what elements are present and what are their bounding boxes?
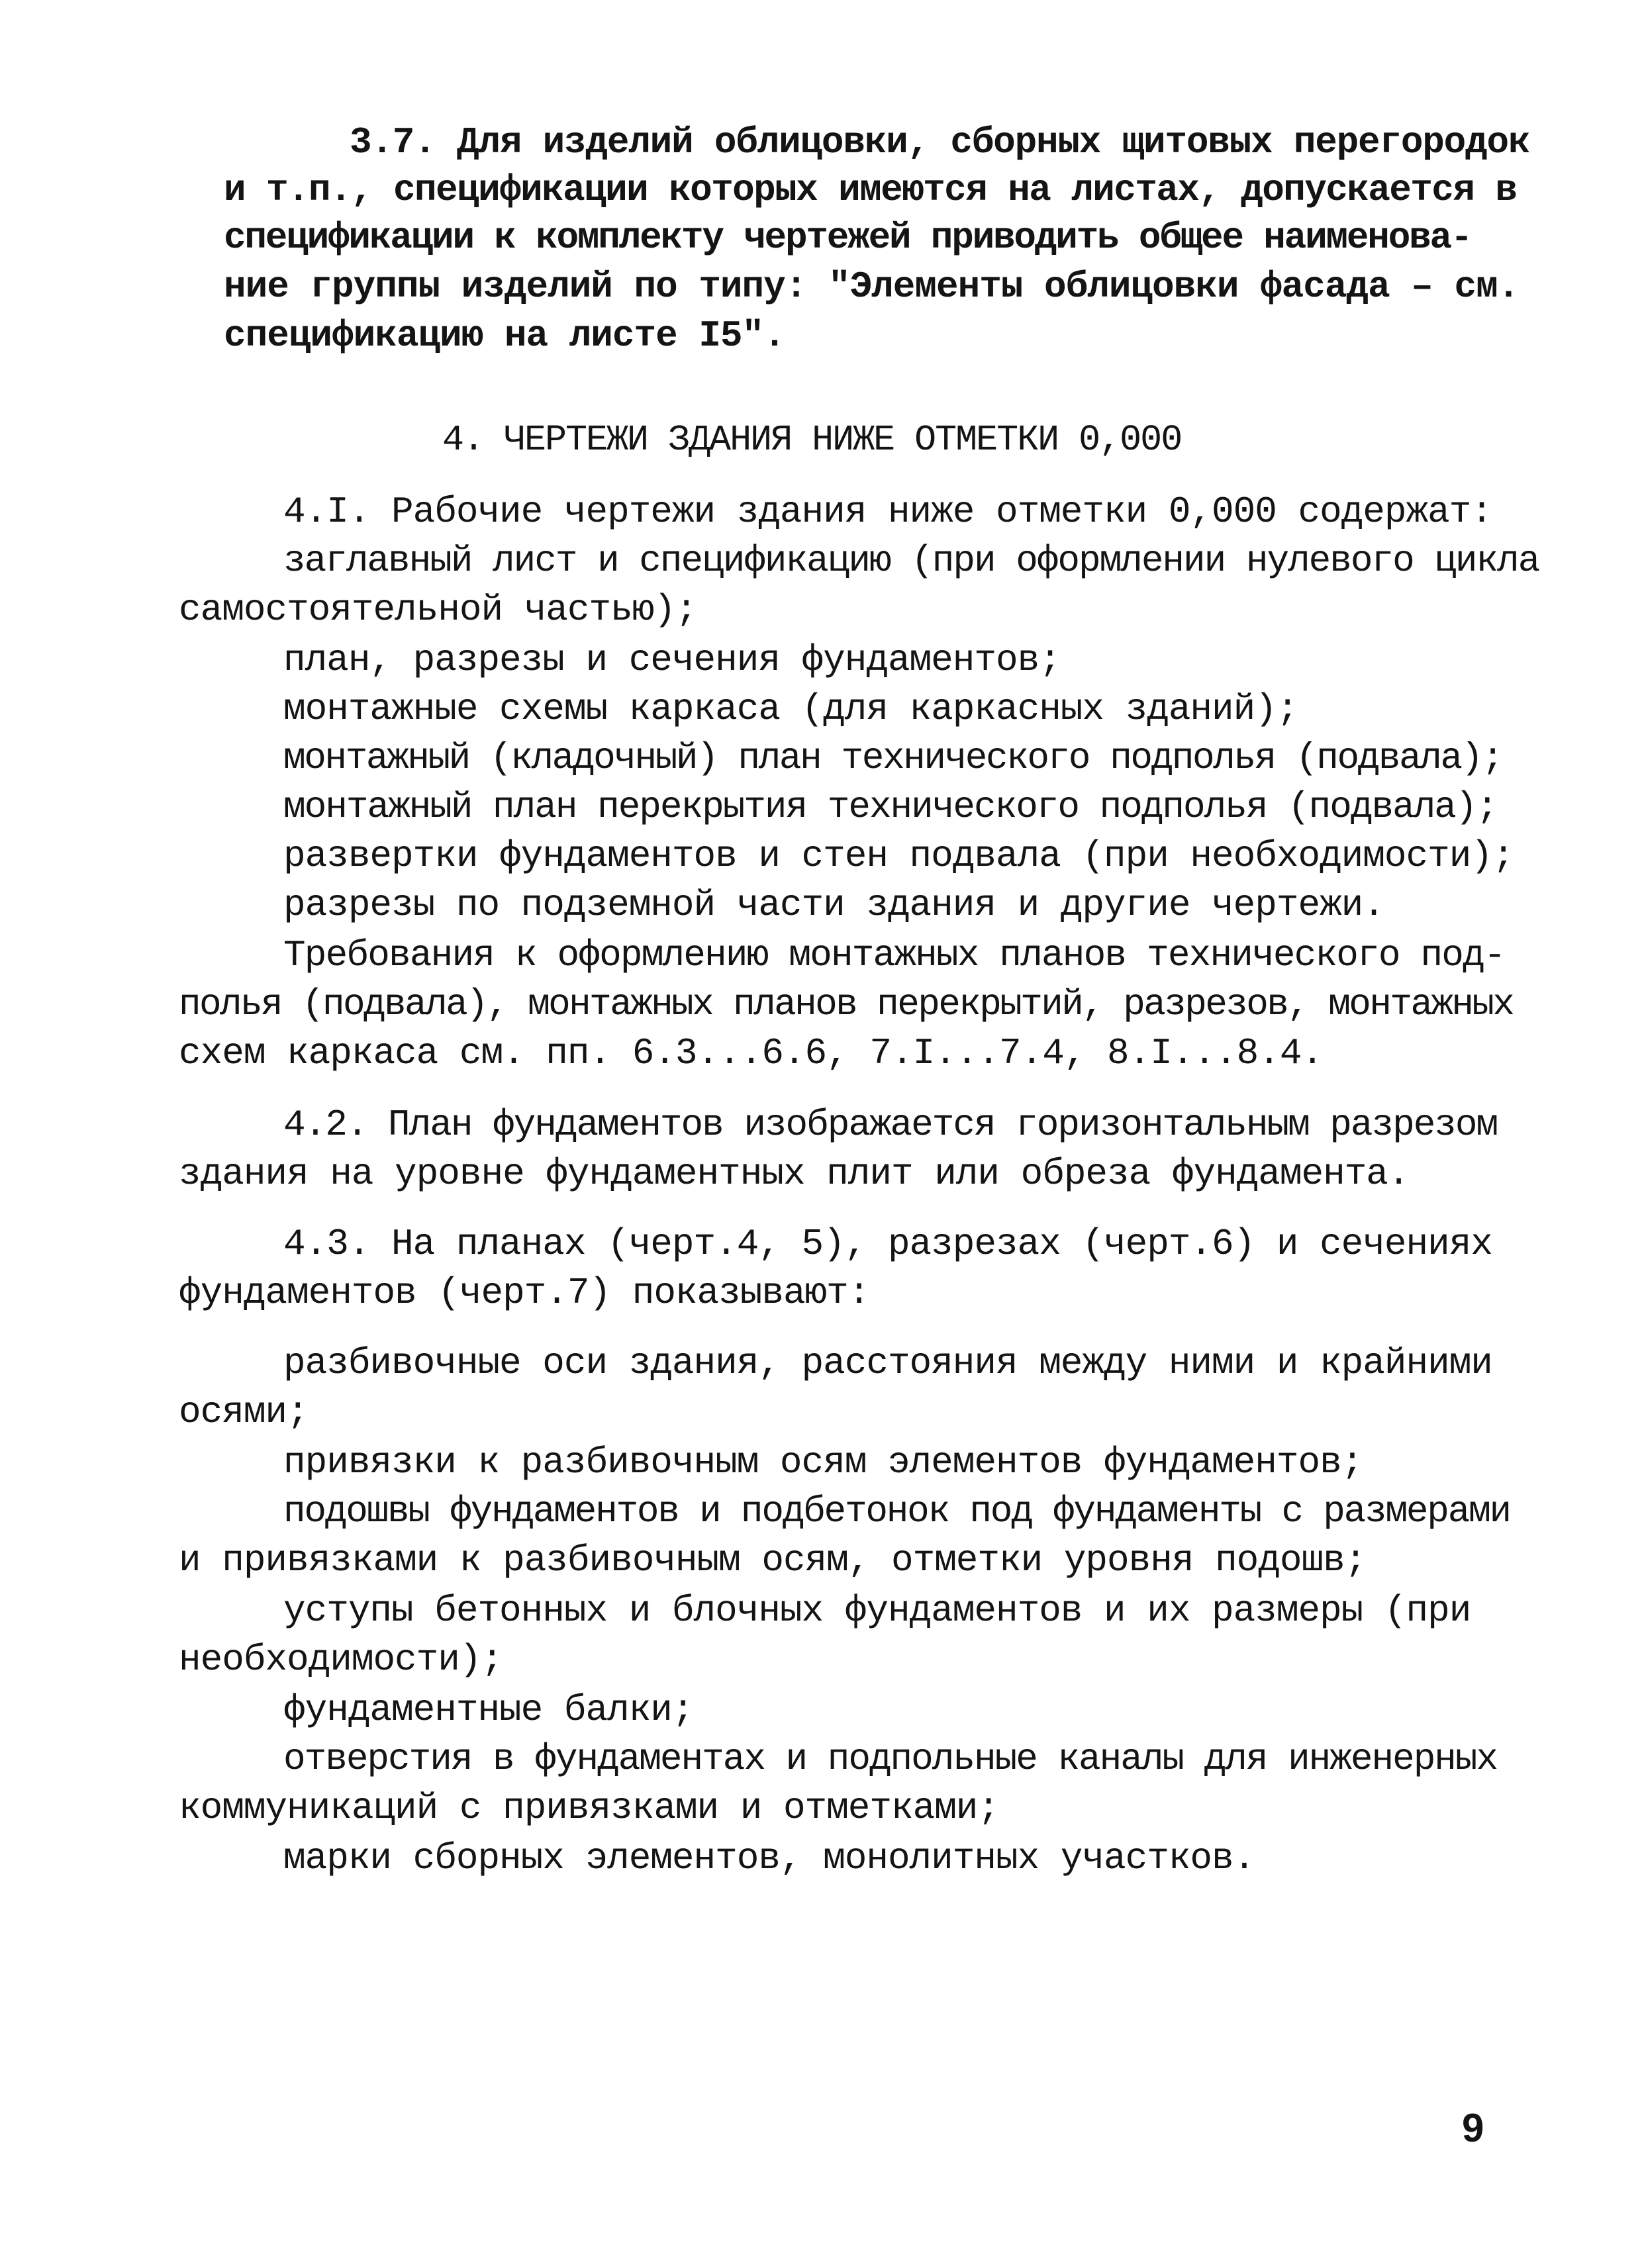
text-line: 4.I. Рабочие чертежи здания ниже отметки 0,000 содержат: xyxy=(283,491,1492,533)
text-line: схем каркаса см. пп. 6.3...6.6, 7.I...7.4, 8.I...8.4. xyxy=(179,1032,1324,1074)
text-line: 4.2. План фундаментов изображается горизонтальным разрезом xyxy=(283,1104,1498,1146)
text-line: осями; xyxy=(179,1391,309,1433)
text-line: спецификацию на листе I5". xyxy=(224,314,785,357)
text-line: подошвы фундаментов и подбетонок под фундаменты с размерами xyxy=(283,1490,1510,1533)
text-line: план, разрезы и сечения фундаментов; xyxy=(283,639,1061,681)
text-line: фундаментные балки; xyxy=(283,1689,694,1731)
text-line: Требования к оформлению монтажных планов технического под- xyxy=(283,934,1505,976)
text-line: заглавный лист и спецификацию (при оформлении нулевого цикла xyxy=(283,540,1539,582)
text-line: привязки к разбивочным осям элементов фундаментов; xyxy=(283,1441,1363,1484)
text-line: разрезы по подземной части здания и другие чертежи. xyxy=(283,884,1384,926)
text-line: и привязками к разбивочным осям, отметки уровня подошв; xyxy=(179,1539,1367,1582)
page-number: 9 xyxy=(1462,2106,1484,2150)
text-line: фундаментов (черт.7) показывают: xyxy=(179,1272,870,1314)
text-line: отверстия в фундаментах и подпольные каналы для инженерных xyxy=(283,1738,1498,1780)
text-line: спецификации к комплекту чертежей приводить общее наименова- xyxy=(224,216,1472,259)
text-line: марки сборных элементов, монолитных участков. xyxy=(283,1837,1255,1879)
text-line: развертки фундаментов и стен подвала (при необходимости); xyxy=(283,835,1514,877)
text-line: уступы бетонных и блочных фундаментов и их размеры (при xyxy=(283,1589,1471,1632)
text-line: разбивочные оси здания, расстояния между ними и крайними xyxy=(283,1342,1492,1384)
text-line: монтажный план перекрытия технического подполья (подвала); xyxy=(283,786,1498,828)
text-line: 3.7. Для изделий облицовки, сборных щитовых перегородок xyxy=(350,121,1530,164)
text-line: полья (подвала), монтажных планов перекрытий, разрезов, монтажных xyxy=(179,983,1514,1025)
text-line: и т.п., спецификации которых имеются на листах, допускается в xyxy=(224,169,1517,211)
text-line: самостоятельной частью); xyxy=(179,589,697,631)
text-line: монтажные схемы каркаса (для каркасных зданий); xyxy=(283,688,1298,730)
section-heading: 4. ЧЕРТЕЖИ ЗДАНИЯ НИЖЕ ОТМЕТКИ 0,000 xyxy=(442,419,1182,461)
text-line: 4.3. На планах (черт.4, 5), разрезах (черт.6) и сечениях xyxy=(283,1223,1492,1265)
text-line: необходимости); xyxy=(179,1638,503,1681)
text-line: здания на уровне фундаментных плит или обреза фундамента. xyxy=(179,1153,1410,1195)
text-line: коммуникаций с привязками и отметками; xyxy=(179,1787,1000,1829)
text-line: ние группы изделий по типу: "Элементы облицовки фасада – см. xyxy=(224,265,1520,308)
text-line: монтажный (кладочный) план технического подполья (подвала); xyxy=(283,737,1503,779)
